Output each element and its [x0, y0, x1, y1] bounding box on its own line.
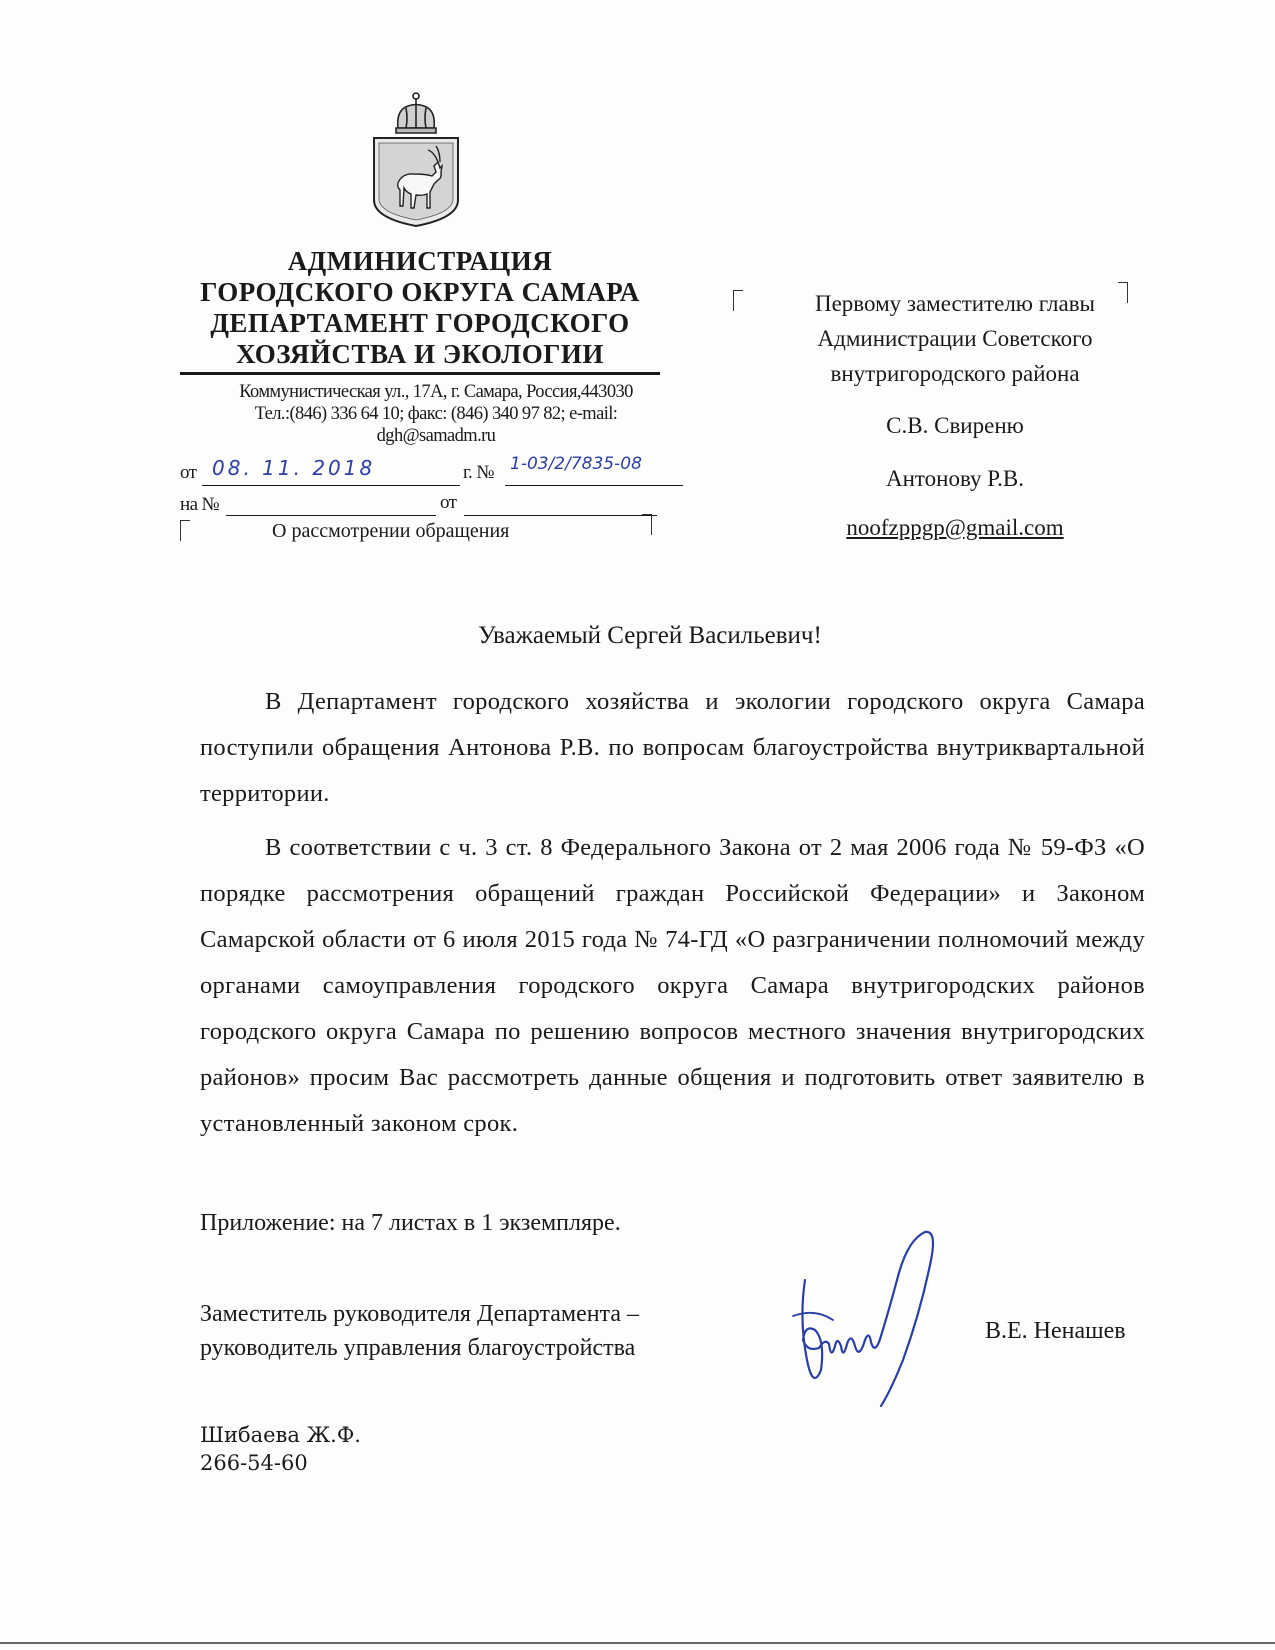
- date-underline: [202, 485, 460, 486]
- org-name-line-1: АДМИНИСТРАЦИЯ: [287, 246, 553, 276]
- number-prefix: г. №: [463, 462, 494, 483]
- org-name-line-2: ГОРОДСКОГО ОКРУГА САМАРА: [200, 277, 640, 307]
- page-bottom-edge: [0, 1642, 1275, 1644]
- letter-subject: О рассмотрении обращения: [272, 520, 510, 542]
- org-email: dgh@samadm.ru: [376, 426, 496, 446]
- recipient-name-1: С.В. Свиреню: [886, 413, 1024, 438]
- salutation: Уважаемый Сергей Васильевич!: [478, 622, 822, 649]
- reply-number-underline: [226, 515, 436, 516]
- org-phone-fax: Тел.:(846) 336 64 10; факс: (846) 340 97 82; e-mail:: [254, 404, 618, 424]
- signatory-name: В.Е. Ненашев: [985, 1318, 1126, 1344]
- subject-bracket-right: [642, 514, 652, 535]
- body-paragraph-2: В соответствии с ч. 3 ст. 8 Федерального Закона от 2 мая 2006 года № 59-ФЗ «О порядке рассмотрения обращений граждан Российской Федерации» и Законом Самарской области от 6 июля 2015 года № 74-ГД «О разграничении полномочий между органами самоуправления городского округа Самара внутригородских районов городского округа Самара по решению вопросов местного значения внутригородских районов» просим Вас рассмотреть данные общения и подготовить ответ заявителю в установленный законом срок.: [200, 834, 1145, 1137]
- recipient-bracket-left: [733, 290, 743, 311]
- org-name-line-3: ДЕПАРТАМЕНТ ГОРОДСКОГО: [210, 308, 630, 338]
- body-paragraph-1: В Департамент городского хозяйства и экологии городского округа Самара поступили обращения Антонова Р.В. по вопросам благоустройства внутриквартальной территории.: [200, 688, 1145, 807]
- handwritten-signature: [785, 1220, 955, 1410]
- reply-from: от: [440, 492, 457, 513]
- recipient-position-line-3: внутригородского района: [830, 361, 1080, 386]
- recipient-position-line-1: Первому заместителю главы: [814, 291, 1096, 316]
- handwritten-number: 1-03/2/7835-08: [510, 454, 642, 474]
- executor-name: Шибаева Ж.Ф.: [200, 1423, 361, 1447]
- date-prefix: от: [180, 462, 197, 483]
- letterhead-rule: [180, 372, 660, 375]
- org-name-line-4: ХОЗЯЙСТВА И ЭКОЛОГИИ: [236, 339, 604, 369]
- attachment-note: Приложение: на 7 листах в 1 экземпляре.: [200, 1210, 621, 1236]
- subject-bracket-left: [180, 520, 190, 541]
- executor-phone: 266-54-60: [200, 1451, 308, 1475]
- reply-prefix: на №: [180, 494, 220, 515]
- org-address: Коммунистическая ул., 17А, г. Самара, Россия,443030: [239, 382, 633, 402]
- handwritten-date: 08. 11. 2018: [212, 456, 376, 480]
- number-underline: [505, 485, 683, 486]
- reply-date-underline: [464, 515, 657, 516]
- signatory-title-line-1: Заместитель руководителя Департамента –: [200, 1301, 640, 1327]
- coat-of-arms-emblem: [368, 88, 464, 228]
- recipient-name-2: Антонову Р.В.: [885, 466, 1025, 491]
- recipient-position-line-2: Администрации Советского: [817, 326, 1093, 351]
- recipient-email[interactable]: noofzppgp@gmail.com: [846, 515, 1064, 540]
- signatory-title-line-2: руководитель управления благоустройства: [200, 1335, 636, 1361]
